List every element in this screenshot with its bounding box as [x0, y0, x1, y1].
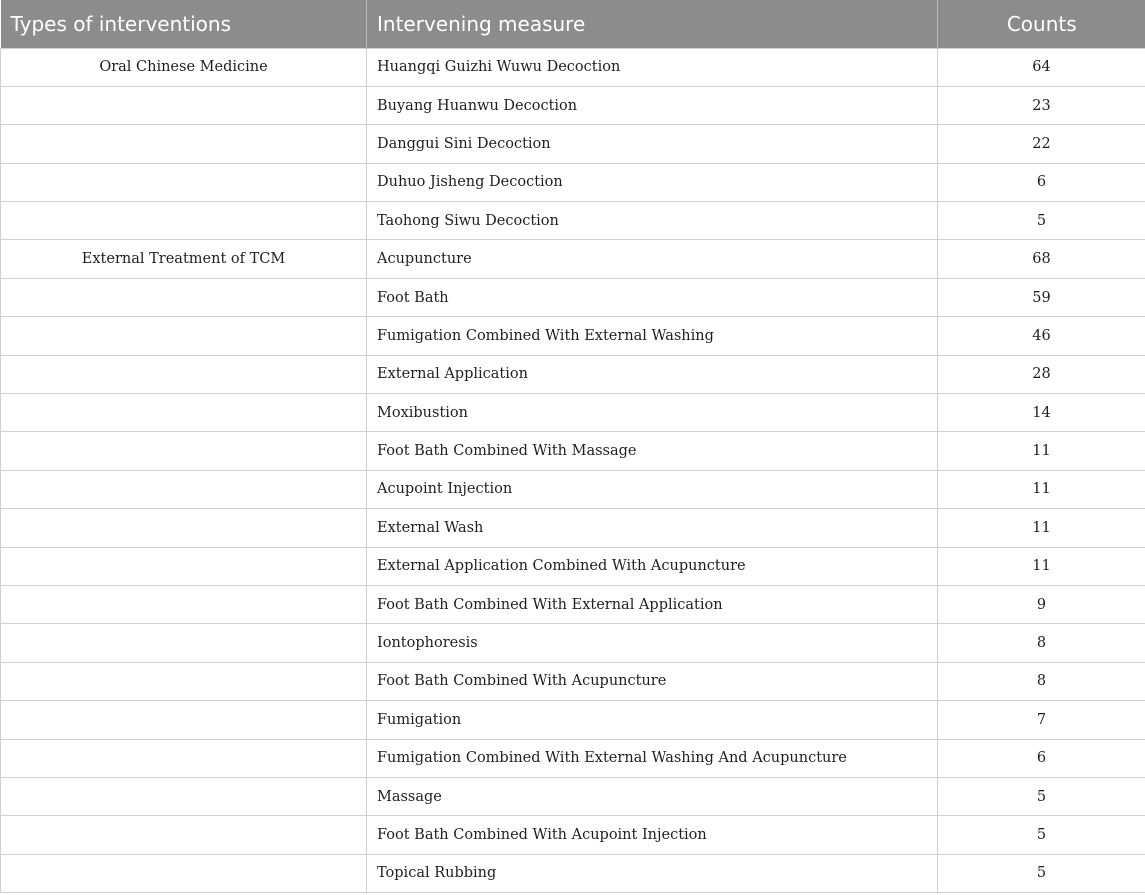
- count-cell: 6: [938, 739, 1145, 777]
- intervening-measure-cell: Acupoint Injection: [367, 470, 938, 508]
- intervening-measure-cell: External Wash: [367, 509, 938, 547]
- intervention-type-cell: [1, 509, 367, 547]
- intervention-type-cell: [1, 86, 367, 124]
- intervening-measure-cell: Acupuncture: [367, 240, 938, 278]
- table-row: [1, 816, 1145, 854]
- table-row: [1, 125, 1145, 163]
- intervening-measure-cell: Foot Bath Combined With External Application: [367, 585, 938, 623]
- count-cell: 11: [938, 432, 1145, 470]
- count-cell: 23: [938, 86, 1145, 124]
- table-row: [1, 509, 1145, 547]
- intervention-type-cell: [1, 701, 367, 739]
- table-row: [1, 48, 1145, 86]
- table-row: [1, 317, 1145, 355]
- intervention-type-cell: [1, 547, 367, 585]
- count-cell: 5: [938, 777, 1145, 815]
- intervention-type-cell: [1, 662, 367, 700]
- table-row: [1, 240, 1145, 278]
- count-cell: 11: [938, 547, 1145, 585]
- count-cell: 11: [938, 470, 1145, 508]
- intervention-type-cell: [1, 163, 367, 201]
- intervening-measure-cell: Fumigation Combined With External Washing: [367, 317, 938, 355]
- table-header: [1, 0, 1145, 48]
- count-cell: 64: [938, 48, 1145, 86]
- intervention-type-cell: [1, 432, 367, 470]
- intervention-type-cell: [1, 777, 367, 815]
- intervening-measure-cell: Foot Bath Combined With Acupuncture: [367, 662, 938, 700]
- header-types-of-interventions: Types of interventions: [1, 0, 367, 48]
- intervening-measure-cell: Fumigation Combined With External Washing And Acupuncture: [367, 739, 938, 777]
- intervening-measure-cell: Fumigation: [367, 701, 938, 739]
- header-row: [1, 0, 1145, 48]
- intervention-type-cell: [1, 355, 367, 393]
- header-intervening-measure: Intervening measure: [367, 0, 938, 48]
- table-row: [1, 701, 1145, 739]
- intervention-type-cell: [1, 317, 367, 355]
- intervention-type-cell: [1, 470, 367, 508]
- table-row: [1, 278, 1145, 316]
- table-row: [1, 854, 1145, 892]
- intervening-measure-cell: External Application Combined With Acupuncture: [367, 547, 938, 585]
- count-cell: 14: [938, 394, 1145, 432]
- intervening-measure-cell: Danggui Sini Decoction: [367, 125, 938, 163]
- intervention-type-cell: [1, 739, 367, 777]
- table-row: [1, 163, 1145, 201]
- intervention-type-cell: [1, 125, 367, 163]
- intervention-type-cell: [1, 202, 367, 240]
- table-row: [1, 777, 1145, 815]
- intervention-type-cell: [1, 585, 367, 623]
- count-cell: 68: [938, 240, 1145, 278]
- intervention-type-cell: [1, 278, 367, 316]
- intervening-measure-cell: Foot Bath Combined With Acupoint Injection: [367, 816, 938, 854]
- intervening-measure-cell: Foot Bath: [367, 278, 938, 316]
- count-cell: 5: [938, 202, 1145, 240]
- count-cell: 9: [938, 585, 1145, 623]
- count-cell: 8: [938, 624, 1145, 662]
- intervening-measure-cell: Moxibustion: [367, 394, 938, 432]
- table-row: [1, 86, 1145, 124]
- count-cell: 8: [938, 662, 1145, 700]
- count-cell: 59: [938, 278, 1145, 316]
- table-row: [1, 355, 1145, 393]
- intervening-measure-cell: Huangqi Guizhi Wuwu Decoction: [367, 48, 938, 86]
- count-cell: 6: [938, 163, 1145, 201]
- intervening-measure-cell: Topical Rubbing: [367, 854, 938, 892]
- table-row: [1, 662, 1145, 700]
- table-row: [1, 547, 1145, 585]
- intervening-measure-cell: Taohong Siwu Decoction: [367, 202, 938, 240]
- table-row: [1, 394, 1145, 432]
- header-counts: Counts: [938, 0, 1145, 48]
- intervening-measure-cell: External Application: [367, 355, 938, 393]
- intervention-type-cell: [1, 854, 367, 892]
- count-cell: 11: [938, 509, 1145, 547]
- intervening-measure-cell: Iontophoresis: [367, 624, 938, 662]
- table-row: [1, 624, 1145, 662]
- count-cell: 7: [938, 701, 1145, 739]
- count-cell: 22: [938, 125, 1145, 163]
- count-cell: 5: [938, 816, 1145, 854]
- table-body: [1, 48, 1145, 893]
- intervening-measure-cell: Duhuo Jisheng Decoction: [367, 163, 938, 201]
- intervening-measure-cell: Foot Bath Combined With Massage: [367, 432, 938, 470]
- table-row: [1, 739, 1145, 777]
- count-cell: 28: [938, 355, 1145, 393]
- intervening-measure-cell: Buyang Huanwu Decoction: [367, 86, 938, 124]
- table-row: [1, 585, 1145, 623]
- table-row: [1, 470, 1145, 508]
- table-row: [1, 432, 1145, 470]
- count-cell: 46: [938, 317, 1145, 355]
- intervention-type-cell: Oral Chinese Medicine: [1, 48, 367, 86]
- intervention-type-cell: [1, 394, 367, 432]
- table-row: [1, 202, 1145, 240]
- intervention-type-cell: [1, 624, 367, 662]
- intervention-type-cell: [1, 816, 367, 854]
- intervention-type-cell: External Treatment of TCM: [1, 240, 367, 278]
- count-cell: 5: [938, 854, 1145, 892]
- intervening-measure-cell: Massage: [367, 777, 938, 815]
